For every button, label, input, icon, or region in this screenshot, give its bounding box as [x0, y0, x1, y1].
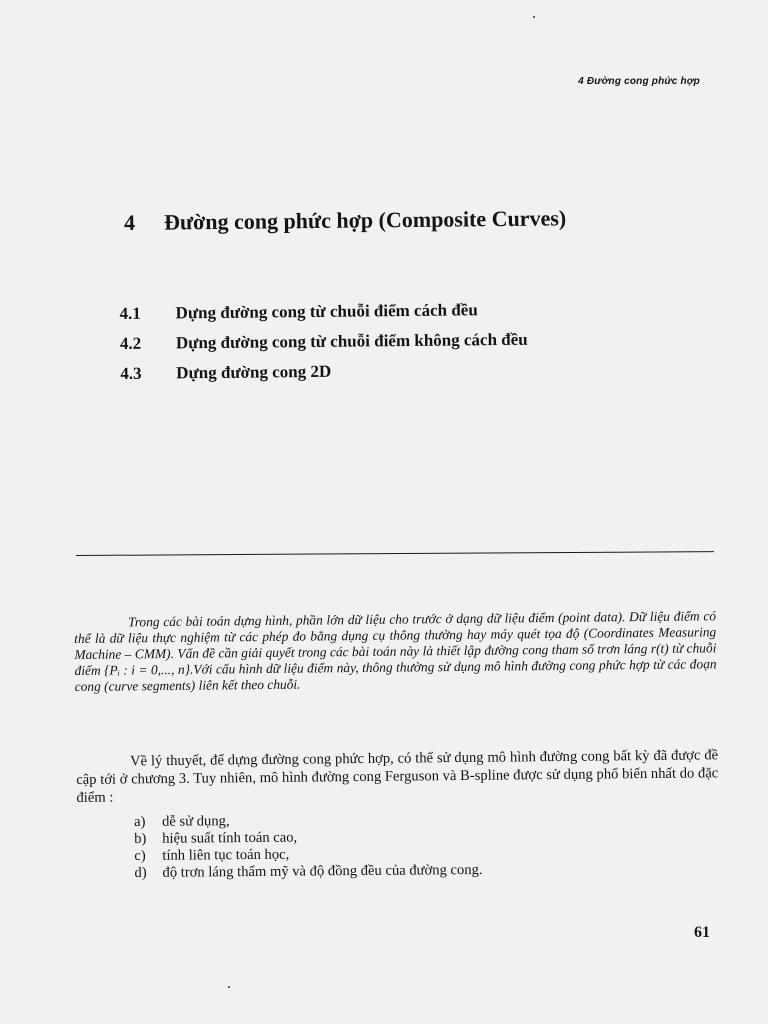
section-divider — [76, 551, 714, 556]
toc-item-number: 4.2 — [119, 333, 142, 353]
list-item — [134, 860, 694, 882]
list-marker: d) — [134, 864, 147, 881]
page-number: 61 — [694, 924, 710, 941]
list-item-text: độ trơn láng thẩm mỹ và độ đồng đều của đường cong. — [162, 861, 483, 881]
body-paragraph: Về lý thuyết, để dựng đường cong phức hợp, có thể sử dụng mô hình đường cong bất kỳ đã được đề cập tới ở chương 3. Tuy nhiên, mô hình đường cong Ferguson và B-spline được sử dụng phổ biến nhất do đặc điểm : — [76, 746, 719, 806]
toc-item-title: Dựng đường cong từ chuỗi điểm cách đều — [175, 300, 478, 323]
chapter-number: 4 — [123, 209, 136, 235]
toc-item-number: 4.1 — [119, 303, 141, 324]
list-item-text: tính liên tục toán học, — [162, 846, 290, 864]
toc-item — [120, 358, 680, 394]
running-header: 4 Đường cong phức hợp — [578, 76, 700, 87]
list-marker: b) — [134, 830, 147, 847]
chapter-abstract: Trong các bài toán dựng hình, phần lớn dữ liệu cho trước ở dạng dữ liệu điểm (point data). Dữ liệu điểm có thể là dữ liệu thực nghiệm từ các phép đo bằng dụng cụ thông thường hay máy quét tọa độ (Coordinates Measuring Machine – CMM). Vấn đề cần giải quyết trong các bài toán này là thiết lập đường cong tham số trơn láng r(t) từ chuỗi điểm {Pᵢ : i = 0,..., n}.Với cấu hình dữ liệu điểm này, thông thường sử dụng mô hình đường cong phức hợp từ các đoạn cong (curve segments) liên kết theo chuỗi. — [74, 608, 717, 695]
list-item-text: dễ sử dụng, — [161, 813, 230, 830]
toc-item-title: Dựng đường cong 2D — [176, 361, 332, 383]
list-marker: c) — [134, 847, 146, 864]
chapter-title — [124, 204, 684, 236]
table-of-contents — [120, 298, 681, 394]
list-marker: a) — [134, 813, 146, 830]
toc-item-title: Dựng đường cong từ chuỗi điểm không cách đều — [175, 329, 528, 353]
scan-speck — [228, 986, 230, 988]
chapter-title-text: Đường cong phức hợp (Composite Curves) — [163, 205, 567, 235]
scan-speck — [533, 16, 535, 18]
toc-item-number: 4.3 — [120, 363, 142, 383]
list-item-text: hiệu suất tính toán cao, — [162, 829, 298, 847]
feature-list — [134, 809, 695, 882]
